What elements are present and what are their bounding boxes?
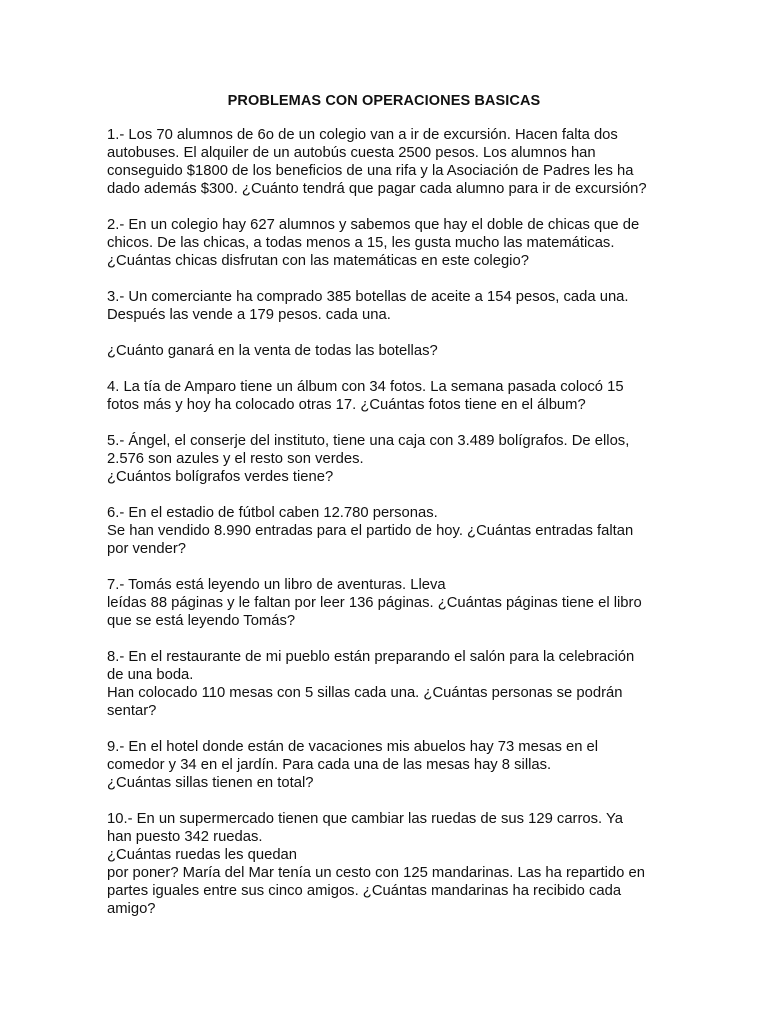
text-line: 6.- En el estadio de fútbol caben 12.780 personas. [107,505,438,521]
text-line: 4. La tía de Amparo tiene un álbum con 34 fotos. La semana pasada colocó 15 [107,379,624,395]
paragraph [107,126,667,198]
paragraph [107,432,667,486]
text-line: ¿Cuántas sillas tienen en total? [107,775,314,791]
paragraph-spacer [107,720,667,738]
paragraph-spacer [107,792,667,810]
text-line: ¿Cuántas chicas disfrutan con las matemáticas en este colegio? [107,253,529,269]
text-line: amigo? [107,901,156,917]
paragraph-spacer [107,360,667,378]
text-line: de una boda. [107,667,194,683]
text-line: dado además $300. ¿Cuánto tendrá que pagar cada alumno para ir de excursión? [107,181,647,197]
text-line: Después las vende a 179 pesos. cada una. [107,307,391,323]
paragraph [107,810,667,918]
text-line: sentar? [107,703,157,719]
paragraph [107,576,667,630]
paragraph-spacer [107,270,667,288]
text-line: ¿Cuántos bolígrafos verdes tiene? [107,469,334,485]
paragraph [107,288,667,324]
text-line: por vender? [107,541,186,557]
text-line: Han colocado 110 mesas con 5 sillas cada una. ¿Cuántas personas se podrán [107,685,623,701]
paragraph-spacer [107,324,667,342]
text-line: 2.576 son azules y el resto son verdes. [107,451,364,467]
paragraph-spacer [107,558,667,576]
document-body [107,126,667,918]
text-line: 2.- En un colegio hay 627 alumnos y sabemos que hay el doble de chicas que de [107,217,640,233]
text-line: chicos. De las chicas, a todas menos a 15, les gusta mucho las matemáticas. [107,235,615,251]
text-line: Se han vendido 8.990 entradas para el partido de hoy. ¿Cuántas entradas faltan [107,523,634,539]
text-line: 9.- En el hotel donde están de vacaciones mis abuelos hay 73 mesas en el [107,739,599,755]
text-line: conseguido $1800 de los beneficios de una rifa y la Asociación de Padres les ha [107,163,634,179]
text-line: autobuses. El alquiler de un autobús cuesta 2500 pesos. Los alumnos han [107,145,596,161]
text-line: 3.- Un comerciante ha comprado 385 botellas de aceite a 154 pesos, cada una. [107,289,629,305]
paragraph-spacer [107,486,667,504]
paragraph-spacer [107,198,667,216]
text-line: que se está leyendo Tomás? [107,613,296,629]
text-line: 5.- Ángel, el conserje del instituto, tiene una caja con 3.489 bolígrafos. De ellos, [107,433,630,449]
paragraph [107,342,667,360]
text-line: fotos más y hoy ha colocado otras 17. ¿Cuántas fotos tiene en el álbum? [107,397,586,413]
paragraph-spacer [107,414,667,432]
paragraph [107,504,667,558]
text-line: ¿Cuántas ruedas les quedan [107,847,298,863]
paragraph [107,216,667,270]
text-line: por poner? María del Mar tenía un cesto con 125 mandarinas. Las ha repartido en [107,865,645,881]
paragraph [107,378,667,414]
paragraph [107,738,667,792]
text-line: 8.- En el restaurante de mi pueblo están preparando el salón para la celebración [107,649,635,665]
text-line: 1.- Los 70 alumnos de 6o de un colegio van a ir de excursión. Hacen falta dos [107,127,618,143]
paragraph [107,648,667,720]
text-line: leídas 88 páginas y le faltan por leer 136 páginas. ¿Cuántas páginas tiene el libro [107,595,642,611]
text-line: comedor y 34 en el jardín. Para cada una de las mesas hay 8 sillas. [107,757,552,773]
paragraph-spacer [107,630,667,648]
text-line: han puesto 342 ruedas. [107,829,263,845]
text-line: partes iguales entre sus cinco amigos. ¿Cuántas mandarinas ha recibido cada [107,883,622,899]
text-line: 7.- Tomás está leyendo un libro de aventuras. Lleva [107,577,446,593]
text-line: 10.- En un supermercado tienen que cambiar las ruedas de sus 129 carros. Ya [107,811,623,827]
document-title: PROBLEMAS CON OPERACIONES BASICAS [227,93,541,109]
text-line: ¿Cuánto ganará en la venta de todas las botellas? [107,343,438,359]
